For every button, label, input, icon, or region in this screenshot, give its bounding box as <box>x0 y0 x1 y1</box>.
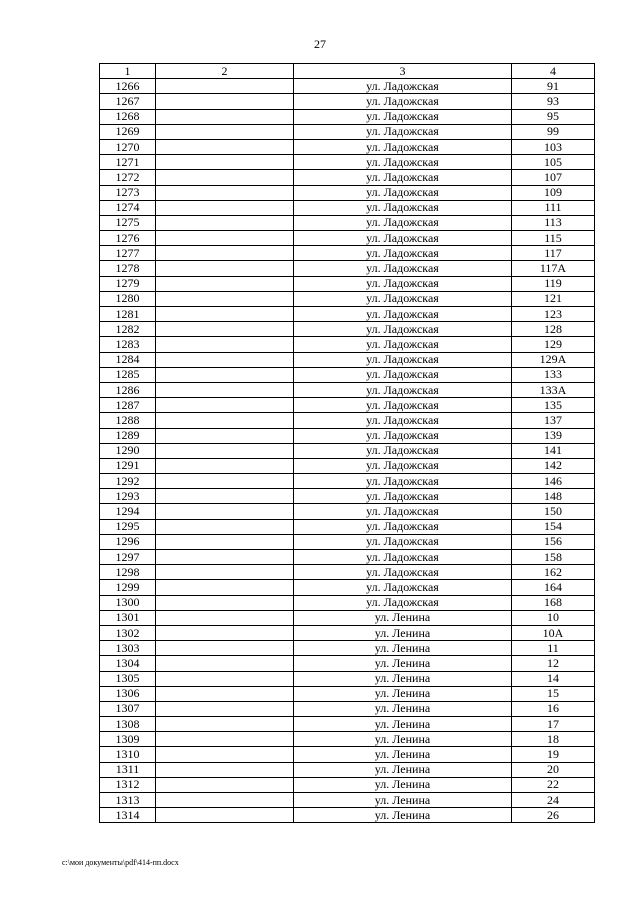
street-cell: ул. Ладожская <box>294 291 512 306</box>
table-row <box>100 109 595 124</box>
row-number-cell: 1274 <box>100 200 156 215</box>
house-number-cell: 91 <box>512 79 595 94</box>
table-row <box>100 671 595 686</box>
table-row <box>100 382 595 397</box>
street-cell: ул. Ладожская <box>294 337 512 352</box>
row-number-cell: 1292 <box>100 474 156 489</box>
house-number-cell: 158 <box>512 550 595 565</box>
row-number-cell: 1294 <box>100 504 156 519</box>
blank-cell <box>156 747 294 762</box>
blank-cell <box>156 808 294 823</box>
blank-cell <box>156 550 294 565</box>
row-number-cell: 1285 <box>100 367 156 382</box>
house-number-cell: 137 <box>512 413 595 428</box>
blank-cell <box>156 200 294 215</box>
row-number-cell: 1289 <box>100 428 156 443</box>
house-number-cell: 10А <box>512 625 595 640</box>
table-row <box>100 155 595 170</box>
table-body <box>100 79 595 823</box>
blank-cell <box>156 215 294 230</box>
house-number-cell: 133А <box>512 382 595 397</box>
house-number-cell: 162 <box>512 565 595 580</box>
blank-cell <box>156 322 294 337</box>
house-number-cell: 115 <box>512 231 595 246</box>
table-row <box>100 215 595 230</box>
blank-cell <box>156 458 294 473</box>
table-row <box>100 443 595 458</box>
street-cell: ул. Ладожская <box>294 215 512 230</box>
row-number-cell: 1281 <box>100 307 156 322</box>
house-number-cell: 141 <box>512 443 595 458</box>
table-row <box>100 641 595 656</box>
street-cell: ул. Ладожская <box>294 155 512 170</box>
blank-cell <box>156 732 294 747</box>
house-number-cell: 107 <box>512 170 595 185</box>
table-row <box>100 352 595 367</box>
row-number-cell: 1307 <box>100 701 156 716</box>
table-row <box>100 185 595 200</box>
row-number-cell: 1297 <box>100 550 156 565</box>
row-number-cell: 1291 <box>100 458 156 473</box>
house-number-cell: 129А <box>512 352 595 367</box>
street-cell: ул. Ладожская <box>294 504 512 519</box>
table-row <box>100 291 595 306</box>
row-number-cell: 1312 <box>100 777 156 792</box>
blank-cell <box>156 337 294 352</box>
street-cell: ул. Ладожская <box>294 474 512 489</box>
row-number-cell: 1305 <box>100 671 156 686</box>
table-row <box>100 231 595 246</box>
table-row <box>100 94 595 109</box>
street-cell: ул. Ладожская <box>294 550 512 565</box>
street-cell: ул. Ленина <box>294 717 512 732</box>
street-cell: ул. Ладожская <box>294 458 512 473</box>
house-number-cell: 11 <box>512 641 595 656</box>
table-row <box>100 717 595 732</box>
table-row <box>100 625 595 640</box>
street-cell: ул. Ладожская <box>294 261 512 276</box>
street-cell: ул. Ладожская <box>294 79 512 94</box>
house-number-cell: 99 <box>512 124 595 139</box>
row-number-cell: 1290 <box>100 443 156 458</box>
street-cell: ул. Ладожская <box>294 534 512 549</box>
row-number-cell: 1309 <box>100 732 156 747</box>
blank-cell <box>156 246 294 261</box>
row-number-cell: 1278 <box>100 261 156 276</box>
street-cell: ул. Ладожская <box>294 367 512 382</box>
row-number-cell: 1314 <box>100 808 156 823</box>
row-number-cell: 1288 <box>100 413 156 428</box>
street-cell: ул. Ладожская <box>294 170 512 185</box>
row-number-cell: 1280 <box>100 291 156 306</box>
street-cell: ул. Ленина <box>294 747 512 762</box>
blank-cell <box>156 307 294 322</box>
blank-cell <box>156 686 294 701</box>
house-number-cell: 150 <box>512 504 595 519</box>
blank-cell <box>156 428 294 443</box>
row-number-cell: 1272 <box>100 170 156 185</box>
table-row <box>100 519 595 534</box>
blank-cell <box>156 276 294 291</box>
blank-cell <box>156 474 294 489</box>
blank-cell <box>156 185 294 200</box>
street-cell: ул. Ленина <box>294 641 512 656</box>
row-number-cell: 1304 <box>100 656 156 671</box>
table-row <box>100 79 595 94</box>
blank-cell <box>156 367 294 382</box>
row-number-cell: 1313 <box>100 793 156 808</box>
column-header-4: 4 <box>512 64 595 79</box>
row-number-cell: 1283 <box>100 337 156 352</box>
house-number-cell: 148 <box>512 489 595 504</box>
blank-cell <box>156 94 294 109</box>
house-number-cell: 164 <box>512 580 595 595</box>
house-number-cell: 12 <box>512 656 595 671</box>
house-number-cell: 123 <box>512 307 595 322</box>
table-row <box>100 398 595 413</box>
street-cell: ул. Ладожская <box>294 231 512 246</box>
row-number-cell: 1277 <box>100 246 156 261</box>
row-number-cell: 1299 <box>100 580 156 595</box>
house-number-cell: 128 <box>512 322 595 337</box>
address-table <box>99 63 595 823</box>
house-number-cell: 113 <box>512 215 595 230</box>
blank-cell <box>156 717 294 732</box>
row-number-cell: 1273 <box>100 185 156 200</box>
house-number-cell: 135 <box>512 398 595 413</box>
table-row <box>100 139 595 154</box>
street-cell: ул. Ладожская <box>294 413 512 428</box>
column-header-2: 2 <box>156 64 294 79</box>
house-number-cell: 10 <box>512 610 595 625</box>
street-cell: ул. Ладожская <box>294 109 512 124</box>
blank-cell <box>156 109 294 124</box>
blank-cell <box>156 762 294 777</box>
table-row <box>100 701 595 716</box>
street-cell: ул. Ладожская <box>294 382 512 397</box>
blank-cell <box>156 701 294 716</box>
row-number-cell: 1269 <box>100 124 156 139</box>
street-cell: ул. Ладожская <box>294 139 512 154</box>
table-row <box>100 732 595 747</box>
row-number-cell: 1270 <box>100 139 156 154</box>
table-row <box>100 458 595 473</box>
blank-cell <box>156 489 294 504</box>
row-number-cell: 1293 <box>100 489 156 504</box>
street-cell: ул. Ладожская <box>294 200 512 215</box>
house-number-cell: 156 <box>512 534 595 549</box>
house-number-cell: 18 <box>512 732 595 747</box>
row-number-cell: 1298 <box>100 565 156 580</box>
row-number-cell: 1268 <box>100 109 156 124</box>
table-row <box>100 489 595 504</box>
house-number-cell: 26 <box>512 808 595 823</box>
street-cell: ул. Ладожская <box>294 489 512 504</box>
table-row <box>100 686 595 701</box>
blank-cell <box>156 382 294 397</box>
street-cell: ул. Ладожская <box>294 246 512 261</box>
row-number-cell: 1300 <box>100 595 156 610</box>
house-number-cell: 105 <box>512 155 595 170</box>
table-row <box>100 762 595 777</box>
table-row <box>100 367 595 382</box>
street-cell: ул. Ладожская <box>294 595 512 610</box>
row-number-cell: 1310 <box>100 747 156 762</box>
street-cell: ул. Ладожская <box>294 565 512 580</box>
street-cell: ул. Ладожская <box>294 352 512 367</box>
row-number-cell: 1279 <box>100 276 156 291</box>
table-row <box>100 747 595 762</box>
row-number-cell: 1271 <box>100 155 156 170</box>
table-row <box>100 565 595 580</box>
street-cell: ул. Ленина <box>294 610 512 625</box>
house-number-cell: 154 <box>512 519 595 534</box>
street-cell: ул. Ленина <box>294 625 512 640</box>
table-row <box>100 610 595 625</box>
house-number-cell: 15 <box>512 686 595 701</box>
blank-cell <box>156 534 294 549</box>
blank-cell <box>156 79 294 94</box>
table-header-row <box>100 64 595 79</box>
table-row <box>100 413 595 428</box>
house-number-cell: 109 <box>512 185 595 200</box>
street-cell: ул. Ладожская <box>294 94 512 109</box>
row-number-cell: 1295 <box>100 519 156 534</box>
house-number-cell: 133 <box>512 367 595 382</box>
row-number-cell: 1308 <box>100 717 156 732</box>
blank-cell <box>156 170 294 185</box>
street-cell: ул. Ладожская <box>294 428 512 443</box>
blank-cell <box>156 291 294 306</box>
street-cell: ул. Ленина <box>294 656 512 671</box>
row-number-cell: 1296 <box>100 534 156 549</box>
blank-cell <box>156 124 294 139</box>
house-number-cell: 93 <box>512 94 595 109</box>
row-number-cell: 1266 <box>100 79 156 94</box>
table-row <box>100 246 595 261</box>
house-number-cell: 139 <box>512 428 595 443</box>
table-row <box>100 200 595 215</box>
house-number-cell: 117А <box>512 261 595 276</box>
street-cell: ул. Ленина <box>294 701 512 716</box>
house-number-cell: 121 <box>512 291 595 306</box>
house-number-cell: 146 <box>512 474 595 489</box>
house-number-cell: 119 <box>512 276 595 291</box>
table-row <box>100 276 595 291</box>
file-path-footer: c:\мои документы\pdf\414-пп.docx <box>62 858 179 867</box>
blank-cell <box>156 656 294 671</box>
blank-cell <box>156 793 294 808</box>
row-number-cell: 1306 <box>100 686 156 701</box>
blank-cell <box>156 155 294 170</box>
street-cell: ул. Ладожская <box>294 322 512 337</box>
house-number-cell: 16 <box>512 701 595 716</box>
street-cell: ул. Ладожская <box>294 580 512 595</box>
house-number-cell: 14 <box>512 671 595 686</box>
row-number-cell: 1284 <box>100 352 156 367</box>
table-row <box>100 793 595 808</box>
house-number-cell: 142 <box>512 458 595 473</box>
table-row <box>100 337 595 352</box>
house-number-cell: 95 <box>512 109 595 124</box>
blank-cell <box>156 610 294 625</box>
row-number-cell: 1301 <box>100 610 156 625</box>
blank-cell <box>156 565 294 580</box>
house-number-cell: 129 <box>512 337 595 352</box>
row-number-cell: 1282 <box>100 322 156 337</box>
table-row <box>100 170 595 185</box>
street-cell: ул. Ладожская <box>294 443 512 458</box>
row-number-cell: 1311 <box>100 762 156 777</box>
table-row <box>100 428 595 443</box>
table-row <box>100 595 595 610</box>
blank-cell <box>156 595 294 610</box>
table-row <box>100 580 595 595</box>
street-cell: ул. Ленина <box>294 732 512 747</box>
street-cell: ул. Ленина <box>294 671 512 686</box>
table-row <box>100 307 595 322</box>
row-number-cell: 1275 <box>100 215 156 230</box>
house-number-cell: 168 <box>512 595 595 610</box>
house-number-cell: 24 <box>512 793 595 808</box>
blank-cell <box>156 231 294 246</box>
house-number-cell: 117 <box>512 246 595 261</box>
blank-cell <box>156 641 294 656</box>
blank-cell <box>156 398 294 413</box>
table-row <box>100 504 595 519</box>
street-cell: ул. Ладожская <box>294 398 512 413</box>
blank-cell <box>156 580 294 595</box>
house-number-cell: 103 <box>512 139 595 154</box>
house-number-cell: 22 <box>512 777 595 792</box>
table-row <box>100 534 595 549</box>
column-header-1: 1 <box>100 64 156 79</box>
table-row <box>100 777 595 792</box>
blank-cell <box>156 413 294 428</box>
street-cell: ул. Ладожская <box>294 307 512 322</box>
blank-cell <box>156 139 294 154</box>
street-cell: ул. Ленина <box>294 762 512 777</box>
blank-cell <box>156 443 294 458</box>
house-number-cell: 17 <box>512 717 595 732</box>
street-cell: ул. Ленина <box>294 808 512 823</box>
house-number-cell: 111 <box>512 200 595 215</box>
table-row <box>100 808 595 823</box>
row-number-cell: 1303 <box>100 641 156 656</box>
table-header <box>100 64 595 79</box>
blank-cell <box>156 352 294 367</box>
street-cell: ул. Ладожская <box>294 276 512 291</box>
row-number-cell: 1302 <box>100 625 156 640</box>
column-header-3: 3 <box>294 64 512 79</box>
street-cell: ул. Ленина <box>294 686 512 701</box>
table-row <box>100 656 595 671</box>
table-row <box>100 322 595 337</box>
street-cell: ул. Ленина <box>294 777 512 792</box>
row-number-cell: 1276 <box>100 231 156 246</box>
table-row <box>100 550 595 565</box>
row-number-cell: 1286 <box>100 382 156 397</box>
house-number-cell: 19 <box>512 747 595 762</box>
table-row <box>100 474 595 489</box>
street-cell: ул. Ленина <box>294 793 512 808</box>
blank-cell <box>156 504 294 519</box>
table-row <box>100 124 595 139</box>
table-row <box>100 261 595 276</box>
blank-cell <box>156 519 294 534</box>
blank-cell <box>156 261 294 276</box>
page-number: 27 <box>314 37 326 51</box>
blank-cell <box>156 777 294 792</box>
street-cell: ул. Ладожская <box>294 185 512 200</box>
street-cell: ул. Ладожская <box>294 124 512 139</box>
row-number-cell: 1287 <box>100 398 156 413</box>
street-cell: ул. Ладожская <box>294 519 512 534</box>
row-number-cell: 1267 <box>100 94 156 109</box>
house-number-cell: 20 <box>512 762 595 777</box>
blank-cell <box>156 625 294 640</box>
blank-cell <box>156 671 294 686</box>
